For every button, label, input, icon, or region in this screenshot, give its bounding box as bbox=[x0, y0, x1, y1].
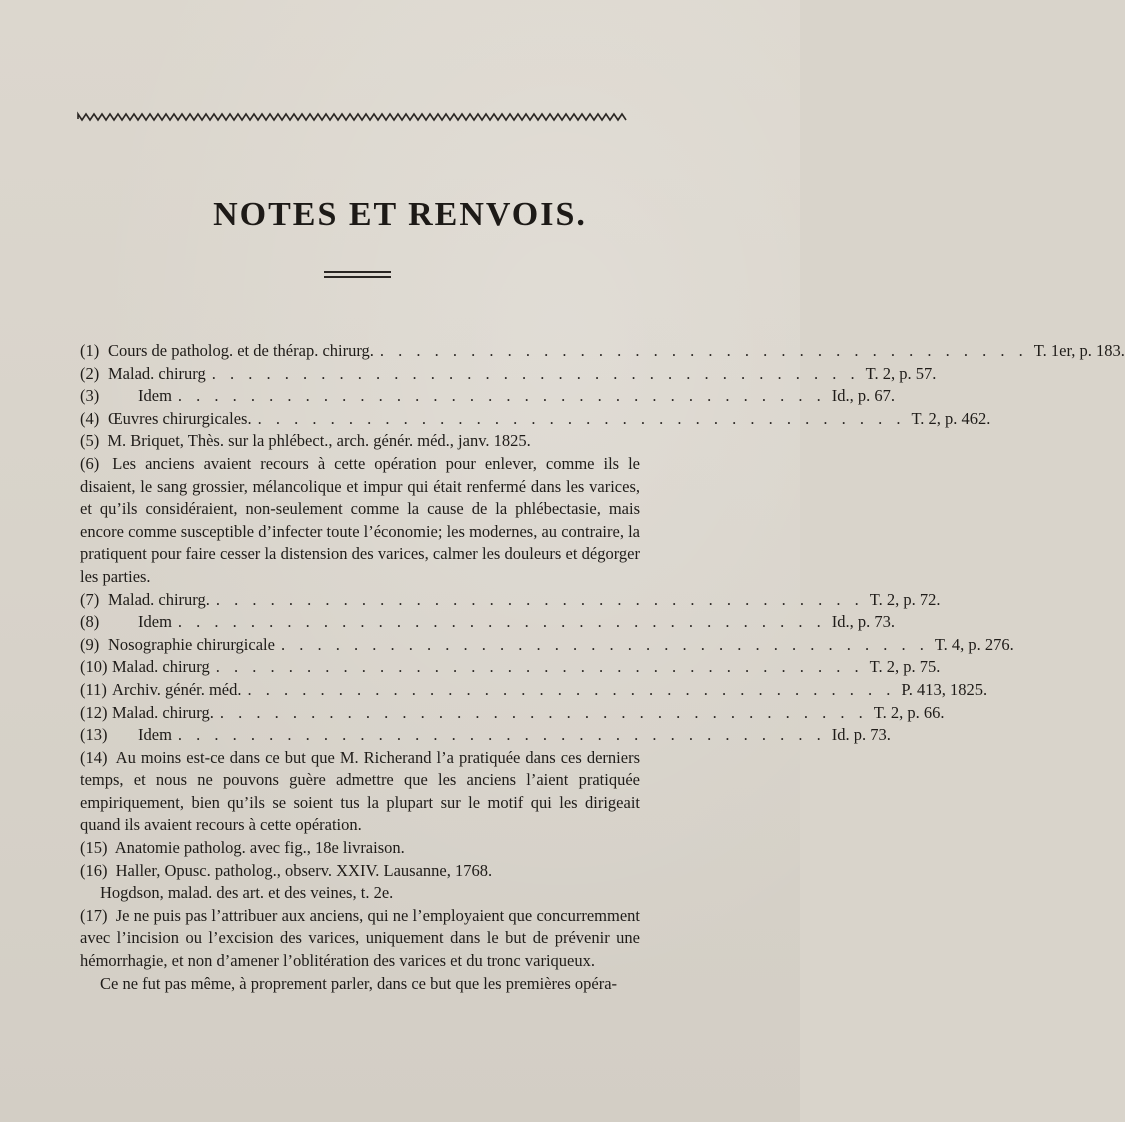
note-reference: Id., p. 73. bbox=[831, 612, 896, 632]
ornamental-wavy-rule bbox=[78, 110, 626, 124]
note-label: Cours de patholog. et de thérap. chirurg. bbox=[108, 341, 374, 360]
note-number: (16) bbox=[80, 860, 108, 880]
note-text: Hogdson, malad. des art. et des veines, t. 2e. bbox=[100, 883, 394, 903]
note-text: Anatomie patholog. avec fig., 18e livraison. bbox=[114, 838, 405, 858]
dot-leaders: . . . . . . . . . . . . . . . . . . . . . . . . . . . . . . . . . . . . bbox=[257, 408, 906, 428]
note-number: (9) bbox=[80, 634, 100, 654]
closing-paragraph bbox=[80, 973, 640, 996]
note-label: Nosographie chirurgicale bbox=[108, 634, 275, 654]
note-entry-14 bbox=[80, 747, 640, 837]
note-entry-5 bbox=[80, 430, 640, 453]
note-reference: T. 4, p. 276. bbox=[934, 634, 1014, 654]
note-label: Œuvres chirurgicales. bbox=[108, 408, 252, 428]
dot-leaders: . . . . . . . . . . . . . . . . . . . . . . . . . . . . . . . . . . . . bbox=[247, 679, 896, 699]
note-entry-9 bbox=[80, 634, 1014, 657]
note-reference: T. 2, p. 66. bbox=[873, 702, 945, 722]
page-title: NOTES ET RENVOIS. bbox=[213, 196, 587, 233]
note-entry-4 bbox=[80, 408, 991, 431]
note-number: (1) bbox=[80, 341, 100, 360]
note-entry-3 bbox=[80, 385, 896, 408]
note-label: Malad. chirurg bbox=[108, 363, 206, 383]
note-number: (5) bbox=[80, 431, 100, 451]
note-entry-7 bbox=[80, 589, 941, 612]
note-text: Je ne puis pas l’attribuer aux anciens, qui ne l’employaient que concurremment avec l’incision ou l’excision des varices, uniquement dans le but de prévenir une hémorrhagie, et non d’amener l’oblitération des varices et du tronc variqueux. bbox=[80, 905, 640, 971]
note-entry-8 bbox=[80, 611, 896, 634]
note-number: (10) bbox=[80, 657, 108, 677]
note-label: Archiv. génér. méd. bbox=[112, 679, 242, 699]
dot-leaders: . . . . . . . . . . . . . . . . . . . . . . . . . . . . . . . . . . . . bbox=[215, 589, 864, 609]
note-reference: Id. p. 73. bbox=[831, 725, 891, 745]
note-reference: T. 2, p. 72. bbox=[869, 589, 941, 609]
note-entry-17 bbox=[80, 905, 640, 973]
note-entry-16 bbox=[80, 860, 640, 883]
note-number: (13) bbox=[80, 725, 108, 745]
note-label: Malad. chirurg. bbox=[108, 589, 210, 609]
note-entry-6 bbox=[80, 453, 640, 589]
note-number: (3) bbox=[80, 386, 100, 406]
note-text: Au moins est-ce dans ce but que M. Richerand l’a pratiquée dans ces derniers temps, et nous ne pouvons guère admettre que les anciens l’aient pratiquée empiriquement, bien qu’ils se soient tus la plupart sur le motif qui les dirigeait quand ils avaient recours à cette opération. bbox=[80, 747, 640, 835]
note-reference: Id., p. 67. bbox=[831, 386, 896, 406]
note-label: Malad. chirurg. bbox=[112, 702, 214, 722]
dot-leaders: . . . . . . . . . . . . . . . . . . . . . . . . . . . . . . . . . . . . bbox=[177, 612, 826, 632]
note-reference: T. 2, p. 57. bbox=[865, 363, 937, 383]
note-reference: P. 413, 1825. bbox=[901, 679, 988, 699]
note-entry-10 bbox=[80, 656, 941, 679]
note-reference: T. 2, p. 462. bbox=[911, 408, 991, 428]
note-label: Malad. chirurg bbox=[112, 657, 210, 677]
note-number: (2) bbox=[80, 363, 100, 383]
note-text: Les anciens avaient recours à cette opération pour enlever, comme ils le disaient, le sang grossier, mélancolique et impur qui était renfermé dans les varices, et qu’ils considéraient, non-seulement comme la cause de la phlébectasie, mais encore comme susceptible d’infecter toute l’économie; les modernes, au contraire, la pratiquent pour faire cesser la distension des varices, calmer les douleurs et dégorger les parties. bbox=[80, 453, 640, 586]
note-text: M. Briquet, Thès. sur la phlébect., arch. génér. méd., janv. 1825. bbox=[107, 431, 531, 451]
dot-leaders: . . . . . . . . . . . . . . . . . . . . . . . . . . . . . . . . . . . . bbox=[177, 725, 826, 745]
dot-leaders: . . . . . . . . . . . . . . . . . . . . . . . . . . . . . . . . . . . . bbox=[177, 386, 826, 406]
dot-leaders: . . . . . . . . . . . . . . . . . . . . . . . . . . . . . . . . . . . . bbox=[215, 657, 864, 677]
note-label: Idem bbox=[138, 612, 172, 632]
notes-body bbox=[80, 340, 1125, 995]
note-number: (8) bbox=[80, 612, 100, 632]
note-entry-13 bbox=[80, 724, 891, 747]
note-number: (6) bbox=[80, 453, 100, 473]
dot-leaders: . . . . . . . . . . . . . . . . . . . . . . . . . . . . . . . . . . . . bbox=[379, 341, 1028, 360]
note-number: (12) bbox=[80, 702, 108, 722]
note-entry-12 bbox=[80, 702, 945, 725]
note-number: (11) bbox=[80, 679, 107, 699]
note-number: (14) bbox=[80, 747, 108, 767]
note-entry-1 bbox=[80, 340, 1125, 363]
note-entry-2 bbox=[80, 363, 937, 386]
title-double-rule bbox=[324, 271, 391, 279]
dot-leaders: . . . . . . . . . . . . . . . . . . . . . . . . . . . . . . . . . . . . bbox=[280, 634, 929, 654]
note-label: Idem bbox=[138, 725, 172, 745]
note-reference: T. 1er, p. 183. bbox=[1033, 341, 1125, 360]
note-number: (15) bbox=[80, 838, 108, 858]
paragraph-text: Ce ne fut pas même, à proprement parler, dans ce but que les premières opéra- bbox=[100, 973, 618, 993]
dot-leaders: . . . . . . . . . . . . . . . . . . . . . . . . . . . . . . . . . . . . bbox=[219, 702, 868, 722]
dot-leaders: . . . . . . . . . . . . . . . . . . . . . . . . . . . . . . . . . . . . bbox=[211, 363, 860, 383]
note-label: Idem bbox=[138, 386, 172, 406]
note-number: (4) bbox=[80, 408, 100, 428]
note-entry-16-continuation bbox=[80, 882, 640, 905]
note-number: (17) bbox=[80, 905, 108, 925]
note-entry-11 bbox=[80, 679, 988, 702]
note-text: Haller, Opusc. patholog., observ. XXIV. Lausanne, 1768. bbox=[115, 860, 493, 880]
note-reference: T. 2, p. 75. bbox=[869, 657, 941, 677]
note-entry-15 bbox=[80, 837, 640, 860]
note-number: (7) bbox=[80, 589, 100, 609]
